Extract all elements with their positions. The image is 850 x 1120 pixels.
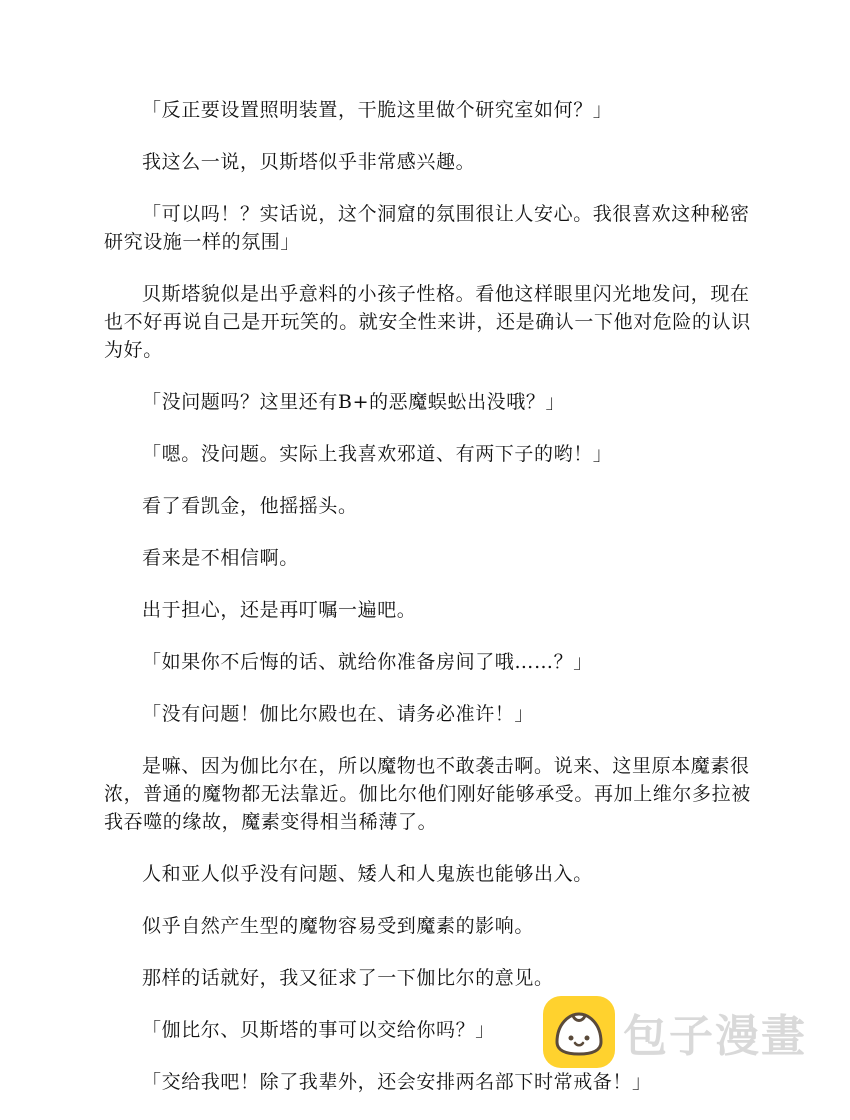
paragraph: 「嗯。没问题。实际上我喜欢邪道、有两下子的哟！」 <box>142 443 613 465</box>
paragraph: 我这么一说，贝斯塔似乎非常感兴趣。 <box>142 151 476 173</box>
paragraph: 「没有问题！伽比尔殿也在、请务必准许！」 <box>142 703 535 725</box>
steamed-bun-icon <box>543 996 615 1068</box>
paragraph: 「如果你不后悔的话、就给你准备房间了哦……？」 <box>142 651 593 673</box>
paragraph: 似乎自然产生型的魔物容易受到魔素的影响。 <box>142 915 535 937</box>
paragraph: 那样的话就好，我又征求了一下伽比尔的意见。 <box>142 967 554 989</box>
paragraph: 看了看凯金，他摇摇头。 <box>142 495 358 517</box>
paragraph: 「没问题吗？这里还有B+的恶魔蜈蚣出没哦？」 <box>142 391 566 413</box>
paragraph: 「伽比尔、贝斯塔的事可以交给你吗？」 <box>142 1019 495 1041</box>
watermark-text: 包子漫畫 <box>623 1011 807 1062</box>
paragraph: 贝斯塔貌似是出乎意料的小孩子性格。看他这样眼里闪光地发问，现在也不好再说自己是开玩笑的。就安全性来讲，还是确认一下他对危险的认识为好。 <box>104 283 751 361</box>
paragraph: 「可以吗！？实话说，这个洞窟的氛围很让人安心。我很喜欢这种秘密研究设施一样的氛围」 <box>104 203 750 253</box>
paragraph: 是嘛、因为伽比尔在，所以魔物也不敢袭击啊。说来、这里原本魔素很浓，普通的魔物都无法靠近。伽比尔他们刚好能够承受。再加上维尔多拉被我吞噬的缘故，魔素变得相当稀薄了。 <box>104 755 751 833</box>
paragraph: 看来是不相信啊。 <box>142 547 299 569</box>
watermark <box>543 996 807 1068</box>
paragraph: 人和亚人似乎没有问题、矮人和人鬼族也能够出入。 <box>142 863 593 885</box>
paragraph: 出于担心，还是再叮嘱一遍吧。 <box>142 599 417 621</box>
paragraph: 「交给我吧！除了我辈外，还会安排两名部下时常戒备！」 <box>142 1071 652 1093</box>
paragraph: 「反正要设置照明装置，干脆这里做个研究室如何？」 <box>142 99 613 121</box>
page-content <box>104 96 754 1120</box>
